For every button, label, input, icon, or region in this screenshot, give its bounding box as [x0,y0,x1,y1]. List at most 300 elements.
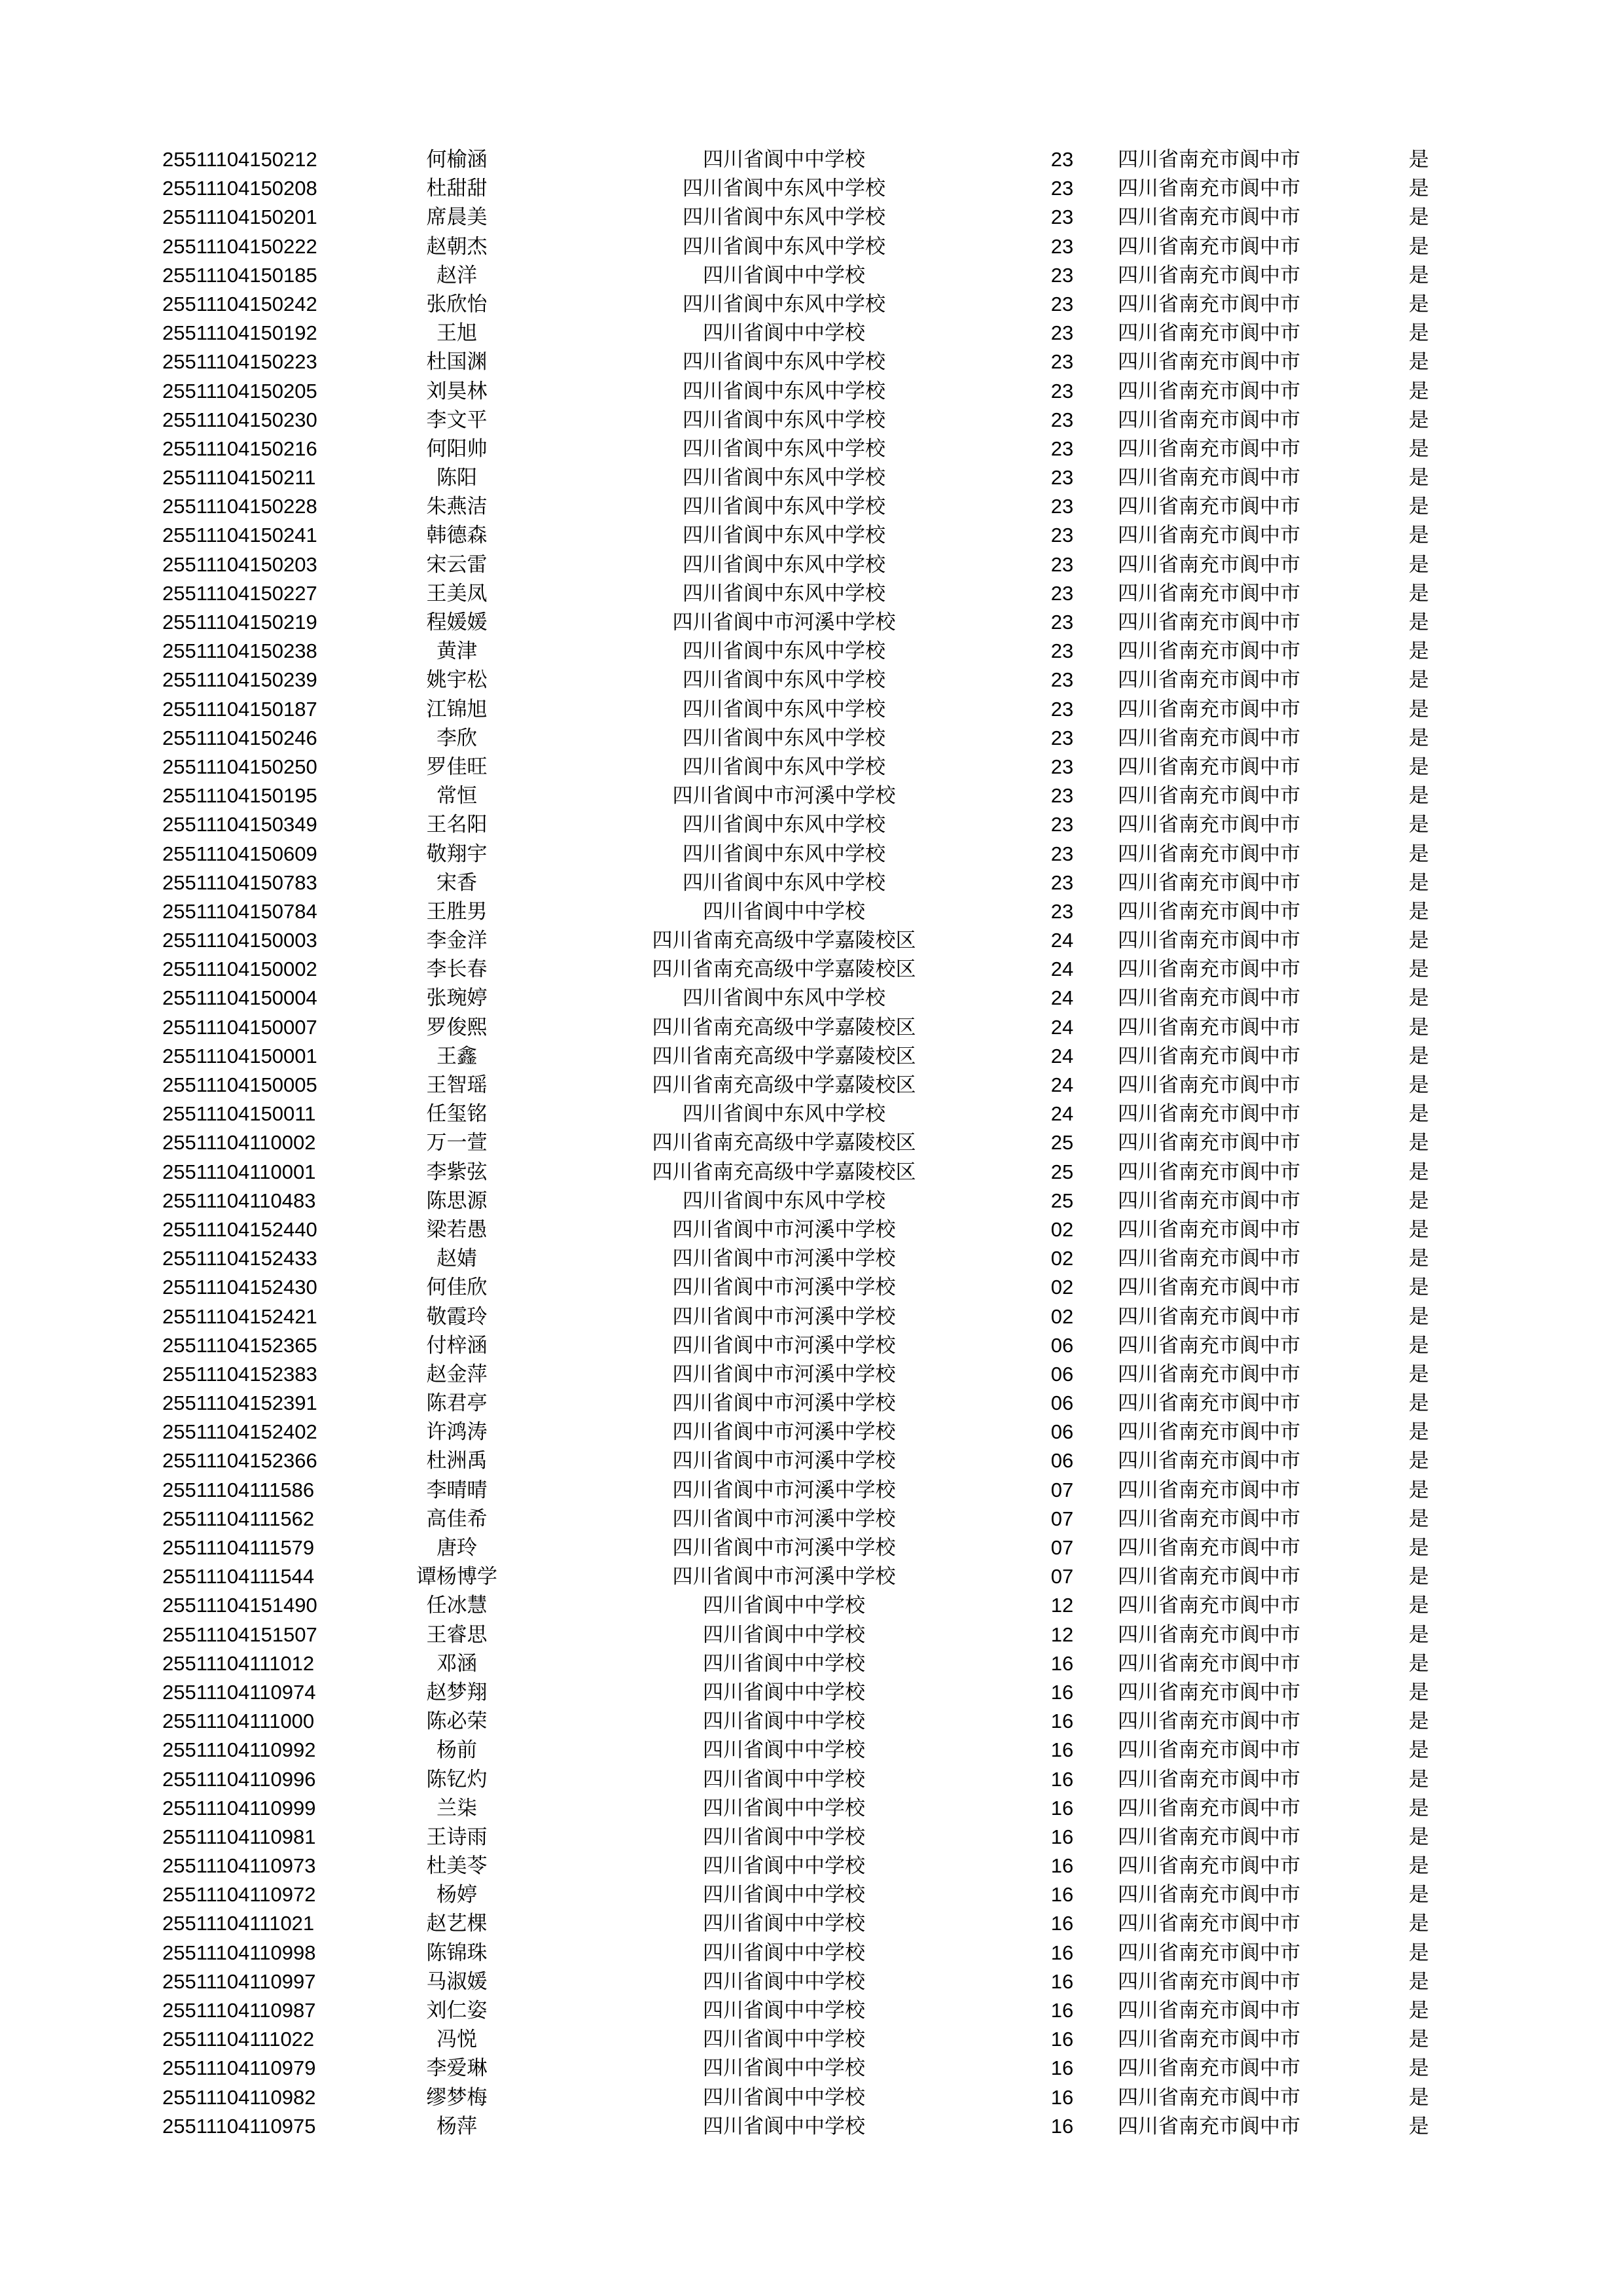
eligibility-flag-cell: 是 [1408,552,1429,577]
student-name-cell: 邓涵 [437,1651,477,1676]
region-cell: 四川省南充市阆中市 [1118,1796,1300,1820]
region-cell: 四川省南充市阆中市 [1118,1391,1300,1416]
eligibility-flag-cell: 是 [1408,1912,1429,1936]
table-row [162,1621,1445,1649]
student-id-cell: 25511104152391 [162,1391,317,1415]
student-name-cell: 张欣怡 [426,292,488,316]
school-name-cell: 四川省阆中中学校 [703,1710,865,1734]
table-row [162,608,1445,637]
region-cell: 四川省南充市阆中市 [1118,1217,1300,1242]
region-cell: 四川省南充市阆中市 [1118,408,1300,432]
region-cell: 四川省南充市阆中市 [1118,2028,1300,2052]
school-name-cell: 四川省阆中市河溪中学校 [672,1333,896,1357]
table-row [162,1389,1445,1418]
eligibility-flag-cell: 是 [1408,1420,1429,1444]
table-row [162,1128,1445,1157]
table-row [162,1707,1445,1736]
region-cell: 四川省南充市阆中市 [1118,1189,1300,1213]
school-name-cell: 四川省阆中东风中学校 [683,1189,885,1213]
eligibility-flag-cell: 是 [1408,292,1429,316]
school-name-cell: 四川省阆中中学校 [703,1969,865,1994]
table-row [162,1505,1445,1534]
eligibility-flag-cell: 是 [1408,1015,1429,1039]
region-cell: 四川省南充市阆中市 [1118,1073,1300,1097]
student-id-cell: 25511104152383 [162,1362,317,1386]
student-id-cell: 25511104150216 [162,437,317,460]
student-name-cell: 杜甜甜 [426,177,488,201]
school-name-cell: 四川省南充高级中学嘉陵校区 [652,929,916,953]
category-code-cell: 16 [1050,1825,1074,1848]
student-name-cell: 杜国渊 [426,350,488,374]
student-name-cell: 王智瑶 [426,1073,488,1097]
category-code-cell: 23 [1050,292,1074,315]
student-name-cell: 任冰慧 [426,1594,488,1618]
region-cell: 四川省南充市阆中市 [1118,234,1300,259]
student-id-cell: 25511104110997 [162,1969,316,1993]
student-id-cell: 25511104111586 [162,1478,315,1501]
student-id-cell: 25511104152433 [162,1247,317,1270]
student-id-cell: 25511104110981 [162,1825,316,1848]
eligibility-flag-cell: 是 [1408,1767,1429,1791]
student-name-cell: 程媛媛 [426,611,488,634]
eligibility-flag-cell: 是 [1408,1131,1429,1155]
region-cell: 四川省南充市阆中市 [1118,177,1300,201]
region-cell: 四川省南充市阆中市 [1118,148,1300,171]
table-row [162,695,1445,724]
student-name-cell: 刘仁姿 [426,1999,488,2022]
school-name-cell: 四川省阆中中学校 [703,1854,865,1878]
student-id-cell: 25511104150241 [162,524,317,547]
student-id-cell: 25511104150187 [162,697,317,721]
eligibility-flag-cell: 是 [1408,1304,1429,1329]
student-id-cell: 25511104110001 [162,1160,316,1183]
student-id-cell: 25511104150230 [162,408,317,431]
eligibility-flag-cell: 是 [1408,1680,1429,1704]
category-code-cell: 16 [1050,1710,1074,1733]
student-name-cell: 李文平 [426,408,488,432]
student-id-cell: 25511104151490 [162,1594,317,1617]
region-cell: 四川省南充市阆中市 [1118,581,1300,605]
table-row [162,1967,1445,1996]
region-cell: 四川省南充市阆中市 [1118,1449,1300,1473]
student-name-cell: 陈钇灼 [426,1767,488,1791]
category-code-cell: 23 [1050,524,1074,547]
school-name-cell: 四川省阆中中学校 [703,1594,865,1618]
student-id-cell: 25511104150005 [162,1073,317,1096]
school-name-cell: 四川省阆中中学校 [703,321,865,346]
student-name-cell: 杨前 [437,1738,477,1763]
region-cell: 四川省南充市阆中市 [1118,466,1300,490]
eligibility-flag-cell: 是 [1408,1565,1429,1589]
category-code-cell: 24 [1050,1073,1074,1096]
student-id-cell: 25511104110979 [162,2056,316,2080]
region-cell: 四川省南充市阆中市 [1118,1015,1300,1039]
student-id-cell: 25511104152440 [162,1217,317,1241]
region-cell: 四川省南充市阆中市 [1118,206,1300,230]
table-row [162,1273,1445,1302]
region-cell: 四川省南充市阆中市 [1118,1854,1300,1878]
student-name-cell: 任玺铭 [426,1102,488,1126]
category-code-cell: 24 [1050,1102,1074,1126]
eligibility-flag-cell: 是 [1408,1941,1429,1965]
region-cell: 四川省南充市阆中市 [1118,2056,1300,2081]
student-id-cell: 25511104110982 [162,2085,316,2109]
eligibility-flag-cell: 是 [1408,784,1429,808]
student-name-cell: 梁若愚 [426,1217,488,1242]
eligibility-flag-cell: 是 [1408,870,1429,895]
table-row [162,1476,1445,1505]
student-name-cell: 杨婷 [437,1883,477,1907]
student-name-cell: 王睿思 [426,1623,488,1647]
student-name-cell: 杜洲禹 [426,1449,488,1473]
student-id-cell: 25511104150212 [162,148,317,171]
student-id-cell: 25511104150784 [162,899,317,923]
region-cell: 四川省南充市阆中市 [1118,784,1300,808]
category-code-cell: 23 [1050,639,1074,663]
student-id-cell: 25511104110002 [162,1131,316,1155]
student-name-cell: 赵洋 [437,263,477,287]
category-code-cell: 02 [1050,1247,1074,1270]
category-code-cell: 16 [1050,1651,1074,1675]
school-name-cell: 四川省阆中市河溪中学校 [672,1536,896,1560]
table-row [162,290,1445,319]
eligibility-flag-cell: 是 [1408,1651,1429,1676]
category-code-cell: 16 [1050,2028,1074,2051]
school-name-cell: 四川省阆中东风中学校 [683,668,885,692]
student-id-cell: 25511104150195 [162,784,317,808]
student-name-cell: 杨萍 [437,2114,477,2138]
school-name-cell: 四川省阆中中学校 [703,1999,865,2022]
eligibility-flag-cell: 是 [1408,1507,1429,1531]
student-id-cell: 25511104150192 [162,321,317,345]
category-code-cell: 23 [1050,755,1074,778]
region-cell: 四川省南充市阆中市 [1118,697,1300,721]
region-cell: 四川省南充市阆中市 [1118,1594,1300,1618]
region-cell: 四川省南充市阆中市 [1118,552,1300,577]
student-name-cell: 李爱琳 [426,2056,488,2081]
eligibility-flag-cell: 是 [1408,1594,1429,1618]
student-name-cell: 陈锦珠 [426,1941,488,1965]
school-name-cell: 四川省阆中中学校 [703,1767,865,1791]
category-code-cell: 16 [1050,2056,1074,2080]
table-row [162,637,1445,666]
student-name-cell: 冯悦 [437,2028,477,2052]
eligibility-flag-cell: 是 [1408,1536,1429,1560]
student-id-cell: 25511104150222 [162,234,317,258]
table-row [162,174,1445,203]
student-name-cell: 陈必荣 [426,1710,488,1734]
student-name-cell: 唐玲 [437,1536,477,1560]
school-name-cell: 四川省阆中市河溪中学校 [672,1420,896,1444]
region-cell: 四川省南充市阆中市 [1118,263,1300,287]
student-id-cell: 25511104150003 [162,929,317,952]
table-row [162,1649,1445,1678]
eligibility-flag-cell: 是 [1408,929,1429,953]
table-row [162,1534,1445,1562]
school-name-cell: 四川省阆中东风中学校 [683,466,885,490]
student-id-cell: 25511104111012 [162,1651,315,1675]
eligibility-flag-cell: 是 [1408,1362,1429,1386]
table-row [162,435,1445,463]
eligibility-flag-cell: 是 [1408,2028,1429,2052]
table-row [162,1996,1445,2025]
student-id-cell: 25511104110996 [162,1767,316,1791]
table-row [162,1880,1445,1909]
region-cell: 四川省南充市阆中市 [1118,1883,1300,1907]
student-name-cell: 谭杨博学 [416,1565,497,1589]
school-name-cell: 四川省阆中东风中学校 [683,986,885,1011]
eligibility-flag-cell: 是 [1408,1217,1429,1242]
category-code-cell: 23 [1050,466,1074,490]
student-name-cell: 付梓涵 [426,1333,488,1357]
table-row [162,232,1445,261]
table-row [162,724,1445,753]
eligibility-flag-cell: 是 [1408,495,1429,519]
category-code-cell: 24 [1050,929,1074,952]
eligibility-flag-cell: 是 [1408,1073,1429,1097]
category-code-cell: 06 [1050,1362,1074,1386]
region-cell: 四川省南充市阆中市 [1118,1160,1300,1184]
region-cell: 四川省南充市阆中市 [1118,437,1300,461]
school-name-cell: 四川省阆中市河溪中学校 [672,1391,896,1416]
table-row [162,1823,1445,1852]
student-id-cell: 25511104152402 [162,1420,317,1444]
table-row [162,666,1445,694]
school-name-cell: 四川省阆中东风中学校 [683,350,885,374]
category-code-cell: 23 [1050,321,1074,345]
student-name-cell: 万一萱 [426,1131,488,1155]
student-id-cell: 25511104111562 [162,1507,315,1530]
eligibility-flag-cell: 是 [1408,986,1429,1011]
student-id-cell: 25511104110975 [162,2114,316,2138]
student-id-cell: 25511104150238 [162,639,317,663]
eligibility-flag-cell: 是 [1408,1738,1429,1763]
student-id-cell: 25511104150007 [162,1015,317,1039]
school-name-cell: 四川省阆中东风中学校 [683,581,885,605]
student-id-cell: 25511104110987 [162,1999,316,2022]
table-row [162,1446,1445,1475]
region-cell: 四川省南充市阆中市 [1118,668,1300,692]
category-code-cell: 12 [1050,1594,1074,1617]
student-id-cell: 25511104150609 [162,842,317,865]
category-code-cell: 16 [1050,2114,1074,2138]
region-cell: 四川省南充市阆中市 [1118,495,1300,519]
eligibility-flag-cell: 是 [1408,726,1429,750]
student-name-cell: 敬霞玲 [426,1304,488,1329]
category-code-cell: 02 [1050,1217,1074,1241]
student-id-cell: 25511104110974 [162,1680,316,1704]
category-code-cell: 23 [1050,148,1074,171]
school-name-cell: 四川省阆中东风中学校 [683,639,885,664]
student-id-cell: 25511104110992 [162,1738,316,1762]
category-code-cell: 23 [1050,581,1074,605]
table-row [162,1215,1445,1244]
student-name-cell: 许鸿涛 [426,1420,488,1444]
category-code-cell: 16 [1050,1738,1074,1762]
category-code-cell: 06 [1050,1333,1074,1357]
student-id-cell: 25511104150250 [162,755,317,778]
student-id-cell: 25511104150201 [162,206,317,229]
region-cell: 四川省南充市阆中市 [1118,1044,1300,1068]
eligibility-flag-cell: 是 [1408,1710,1429,1734]
table-row [162,926,1445,955]
student-id-cell: 25511104110972 [162,1883,316,1907]
table-row [162,1331,1445,1360]
category-code-cell: 23 [1050,350,1074,374]
category-code-cell: 23 [1050,813,1074,836]
region-cell: 四川省南充市阆中市 [1118,1912,1300,1936]
region-cell: 四川省南充市阆中市 [1118,1420,1300,1444]
school-name-cell: 四川省阆中中学校 [703,1738,865,1763]
school-name-cell: 四川省阆中市河溪中学校 [672,1565,896,1589]
eligibility-flag-cell: 是 [1408,1189,1429,1213]
eligibility-flag-cell: 是 [1408,611,1429,634]
eligibility-flag-cell: 是 [1408,639,1429,664]
eligibility-flag-cell: 是 [1408,321,1429,346]
student-name-cell: 陈阳 [437,466,477,490]
school-name-cell: 四川省阆中东风中学校 [683,813,885,837]
region-cell: 四川省南充市阆中市 [1118,2114,1300,2138]
student-id-cell: 25511104152365 [162,1333,317,1357]
region-cell: 四川省南充市阆中市 [1118,813,1300,837]
table-row [162,1794,1445,1823]
table-row [162,984,1445,1013]
eligibility-flag-cell: 是 [1408,1391,1429,1416]
student-name-cell: 王美凤 [426,581,488,605]
student-id-cell: 25511104111022 [162,2028,315,2051]
category-code-cell: 07 [1050,1536,1074,1559]
table-row [162,550,1445,579]
eligibility-flag-cell: 是 [1408,958,1429,982]
student-id-cell: 25511104150203 [162,552,317,576]
region-cell: 四川省南充市阆中市 [1118,1999,1300,2022]
table-row [162,897,1445,926]
category-code-cell: 16 [1050,1941,1074,1964]
eligibility-flag-cell: 是 [1408,379,1429,403]
school-name-cell: 四川省阆中中学校 [703,1623,865,1647]
table-row [162,840,1445,869]
category-code-cell: 16 [1050,1883,1074,1907]
school-name-cell: 四川省阆中中学校 [703,1680,865,1704]
table-row [162,579,1445,608]
student-id-cell: 25511104111579 [162,1536,315,1559]
region-cell: 四川省南充市阆中市 [1118,1102,1300,1126]
region-cell: 四川省南充市阆中市 [1118,379,1300,403]
school-name-cell: 四川省阆中东风中学校 [683,206,885,230]
school-name-cell: 四川省阆中东风中学校 [683,697,885,721]
student-name-cell: 王鑫 [437,1044,477,1068]
region-cell: 四川省南充市阆中市 [1118,1478,1300,1502]
school-name-cell: 四川省阆中中学校 [703,1796,865,1820]
student-name-cell: 杜美苓 [426,1854,488,1878]
eligibility-flag-cell: 是 [1408,1333,1429,1357]
student-id-cell: 25511104150349 [162,813,317,836]
student-name-cell: 缪梦梅 [426,2085,488,2109]
table-row [162,463,1445,492]
student-id-cell: 25511104110973 [162,1854,316,1878]
table-row [162,406,1445,435]
table-row [162,1736,1445,1765]
region-cell: 四川省南充市阆中市 [1118,1276,1300,1300]
category-code-cell: 23 [1050,842,1074,865]
region-cell: 四川省南充市阆中市 [1118,986,1300,1011]
eligibility-flag-cell: 是 [1408,755,1429,779]
eligibility-flag-cell: 是 [1408,524,1429,548]
region-cell: 四川省南充市阆中市 [1118,2085,1300,2109]
student-id-cell: 25511104150242 [162,292,317,315]
eligibility-flag-cell: 是 [1408,2085,1429,2109]
school-name-cell: 四川省阆中东风中学校 [683,292,885,316]
eligibility-flag-cell: 是 [1408,350,1429,374]
eligibility-flag-cell: 是 [1408,1796,1429,1820]
student-name-cell: 罗佳旺 [426,755,488,779]
table-row [162,521,1445,550]
table-row [162,145,1445,174]
eligibility-flag-cell: 是 [1408,1825,1429,1849]
table-row [162,261,1445,290]
student-id-cell: 25511104150004 [162,986,317,1010]
table-row [162,1302,1445,1331]
region-cell: 四川省南充市阆中市 [1118,726,1300,750]
category-code-cell: 23 [1050,899,1074,923]
region-cell: 四川省南充市阆中市 [1118,1304,1300,1329]
region-cell: 四川省南充市阆中市 [1118,1710,1300,1734]
eligibility-flag-cell: 是 [1408,1999,1429,2022]
eligibility-flag-cell: 是 [1408,668,1429,692]
school-name-cell: 四川省阆中市河溪中学校 [672,1362,896,1386]
student-name-cell: 陈君亭 [426,1391,488,1416]
category-code-cell: 02 [1050,1304,1074,1328]
region-cell: 四川省南充市阆中市 [1118,1565,1300,1589]
region-cell: 四川省南充市阆中市 [1118,1825,1300,1849]
category-code-cell: 23 [1050,234,1074,258]
eligibility-flag-cell: 是 [1408,697,1429,721]
school-name-cell: 四川省阆中中学校 [703,263,865,287]
table-row [162,1013,1445,1042]
school-name-cell: 四川省阆中市河溪中学校 [672,1247,896,1271]
eligibility-flag-cell: 是 [1408,466,1429,490]
table-row [162,1042,1445,1071]
table-row [162,1360,1445,1389]
student-name-cell: 张琬婷 [426,986,488,1011]
table-row [162,1678,1445,1707]
table-row [162,955,1445,984]
table-row [162,1591,1445,1620]
student-id-cell: 25511104111000 [162,1710,315,1733]
table-row [162,753,1445,781]
category-code-cell: 23 [1050,379,1074,403]
table-row [162,1187,1445,1215]
eligibility-flag-cell: 是 [1408,899,1429,924]
region-cell: 四川省南充市阆中市 [1118,1738,1300,1763]
student-name-cell: 李紫弦 [426,1160,488,1184]
student-id-cell: 25511104150219 [162,611,317,634]
student-name-cell: 马淑媛 [426,1969,488,1994]
table-row [162,2054,1445,2083]
school-name-cell: 四川省阆中东风中学校 [683,726,885,750]
student-id-cell: 25511104150246 [162,726,317,749]
student-name-cell: 宋香 [437,870,477,895]
table-row [162,1852,1445,1880]
category-code-cell: 25 [1050,1131,1074,1155]
eligibility-flag-cell: 是 [1408,1478,1429,1502]
student-id-cell: 25511104152421 [162,1304,317,1328]
eligibility-flag-cell: 是 [1408,2114,1429,2138]
student-table [162,145,1445,2141]
region-cell: 四川省南充市阆中市 [1118,1623,1300,1647]
school-name-cell: 四川省阆中中学校 [703,899,865,924]
eligibility-flag-cell: 是 [1408,842,1429,866]
